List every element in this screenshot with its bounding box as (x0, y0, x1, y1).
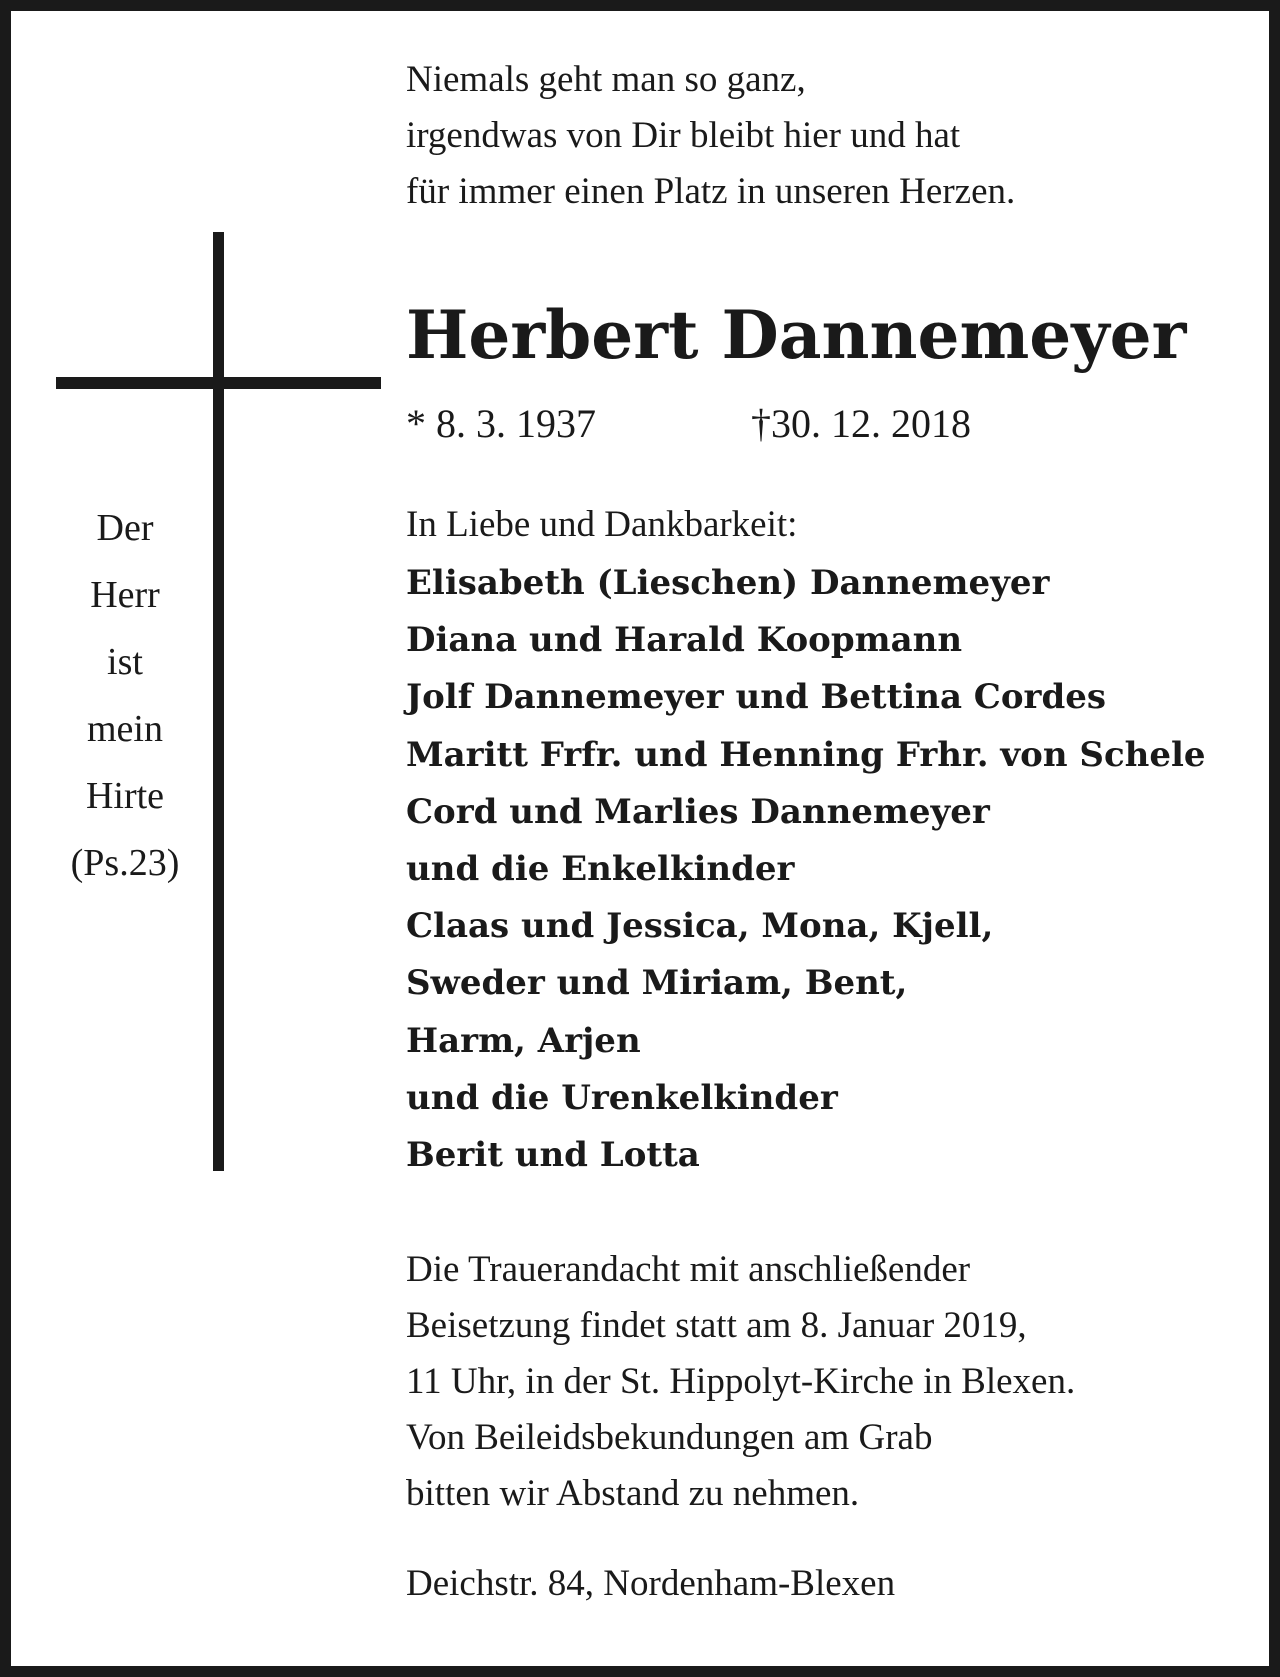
quote-line: irgendwas von Dir bleibt hier und hat (406, 115, 961, 156)
service-line: Von Beileidsbekundungen am Grab (406, 1417, 933, 1458)
mourner-line: Cord und Marlies Dannemeyer (406, 791, 990, 832)
service-info (406, 1242, 1075, 1522)
mourner-line: Maritt Frfr. und Henning Frhr. von Schele (406, 734, 1206, 775)
mourner-line: Jolf Dannemeyer und Bettina Cordes (406, 677, 1107, 718)
quote-line: Niemals geht man so ganz, (406, 59, 806, 100)
psalm-line: Herr (90, 574, 160, 616)
death-date: †30. 12. 2018 (751, 401, 971, 446)
mourner-line: und die Enkelkinder (406, 849, 795, 890)
service-line: Beisetzung findet statt am 8. Januar 2019, (406, 1305, 1027, 1346)
psalm-line: (Ps.23) (70, 842, 180, 884)
service-line: 11 Uhr, in der St. Hippolyt-Kirche in Blexen. (406, 1361, 1076, 1402)
address: Deichstr. 84, Nordenham-Blexen (406, 1563, 896, 1604)
mourner-line: Diana und Harald Koopmann (406, 620, 963, 661)
mourner-line: Berit und Lotta (406, 1135, 700, 1176)
opening-quote (406, 52, 1015, 220)
mourner-line: Claas und Jessica, Mona, Kjell, (406, 906, 994, 947)
mourner-line: Harm, Arjen (406, 1020, 641, 1061)
psalm-line: Hirte (85, 775, 165, 817)
cross-icon-crossbar (56, 377, 381, 389)
life-dates (406, 396, 971, 452)
mourner-line: Elisabeth (Lieschen) Dannemeyer (406, 563, 1050, 603)
psalm-verse (55, 495, 195, 897)
mourners-intro: In Liebe und Dankbarkeit: (406, 504, 798, 545)
mourner-line: Sweder und Miriam, Bent, (406, 963, 908, 1004)
cross-icon (213, 232, 224, 1171)
quote-line: für immer einen Platz in unseren Herzen. (406, 171, 1016, 212)
service-line: Die Trauerandacht mit anschließender (406, 1249, 971, 1290)
psalm-line: ist (107, 641, 143, 683)
mourners-list (406, 555, 1206, 1184)
mourner-line: und die Urenkelkinder (406, 1077, 838, 1118)
birth-date: * 8. 3. 1937 (406, 401, 596, 446)
service-line: bitten wir Abstand zu nehmen. (406, 1473, 860, 1514)
psalm-line: Der (96, 507, 154, 549)
deceased-name: Herbert Dannemeyer (406, 296, 1187, 374)
psalm-line: mein (87, 708, 163, 750)
